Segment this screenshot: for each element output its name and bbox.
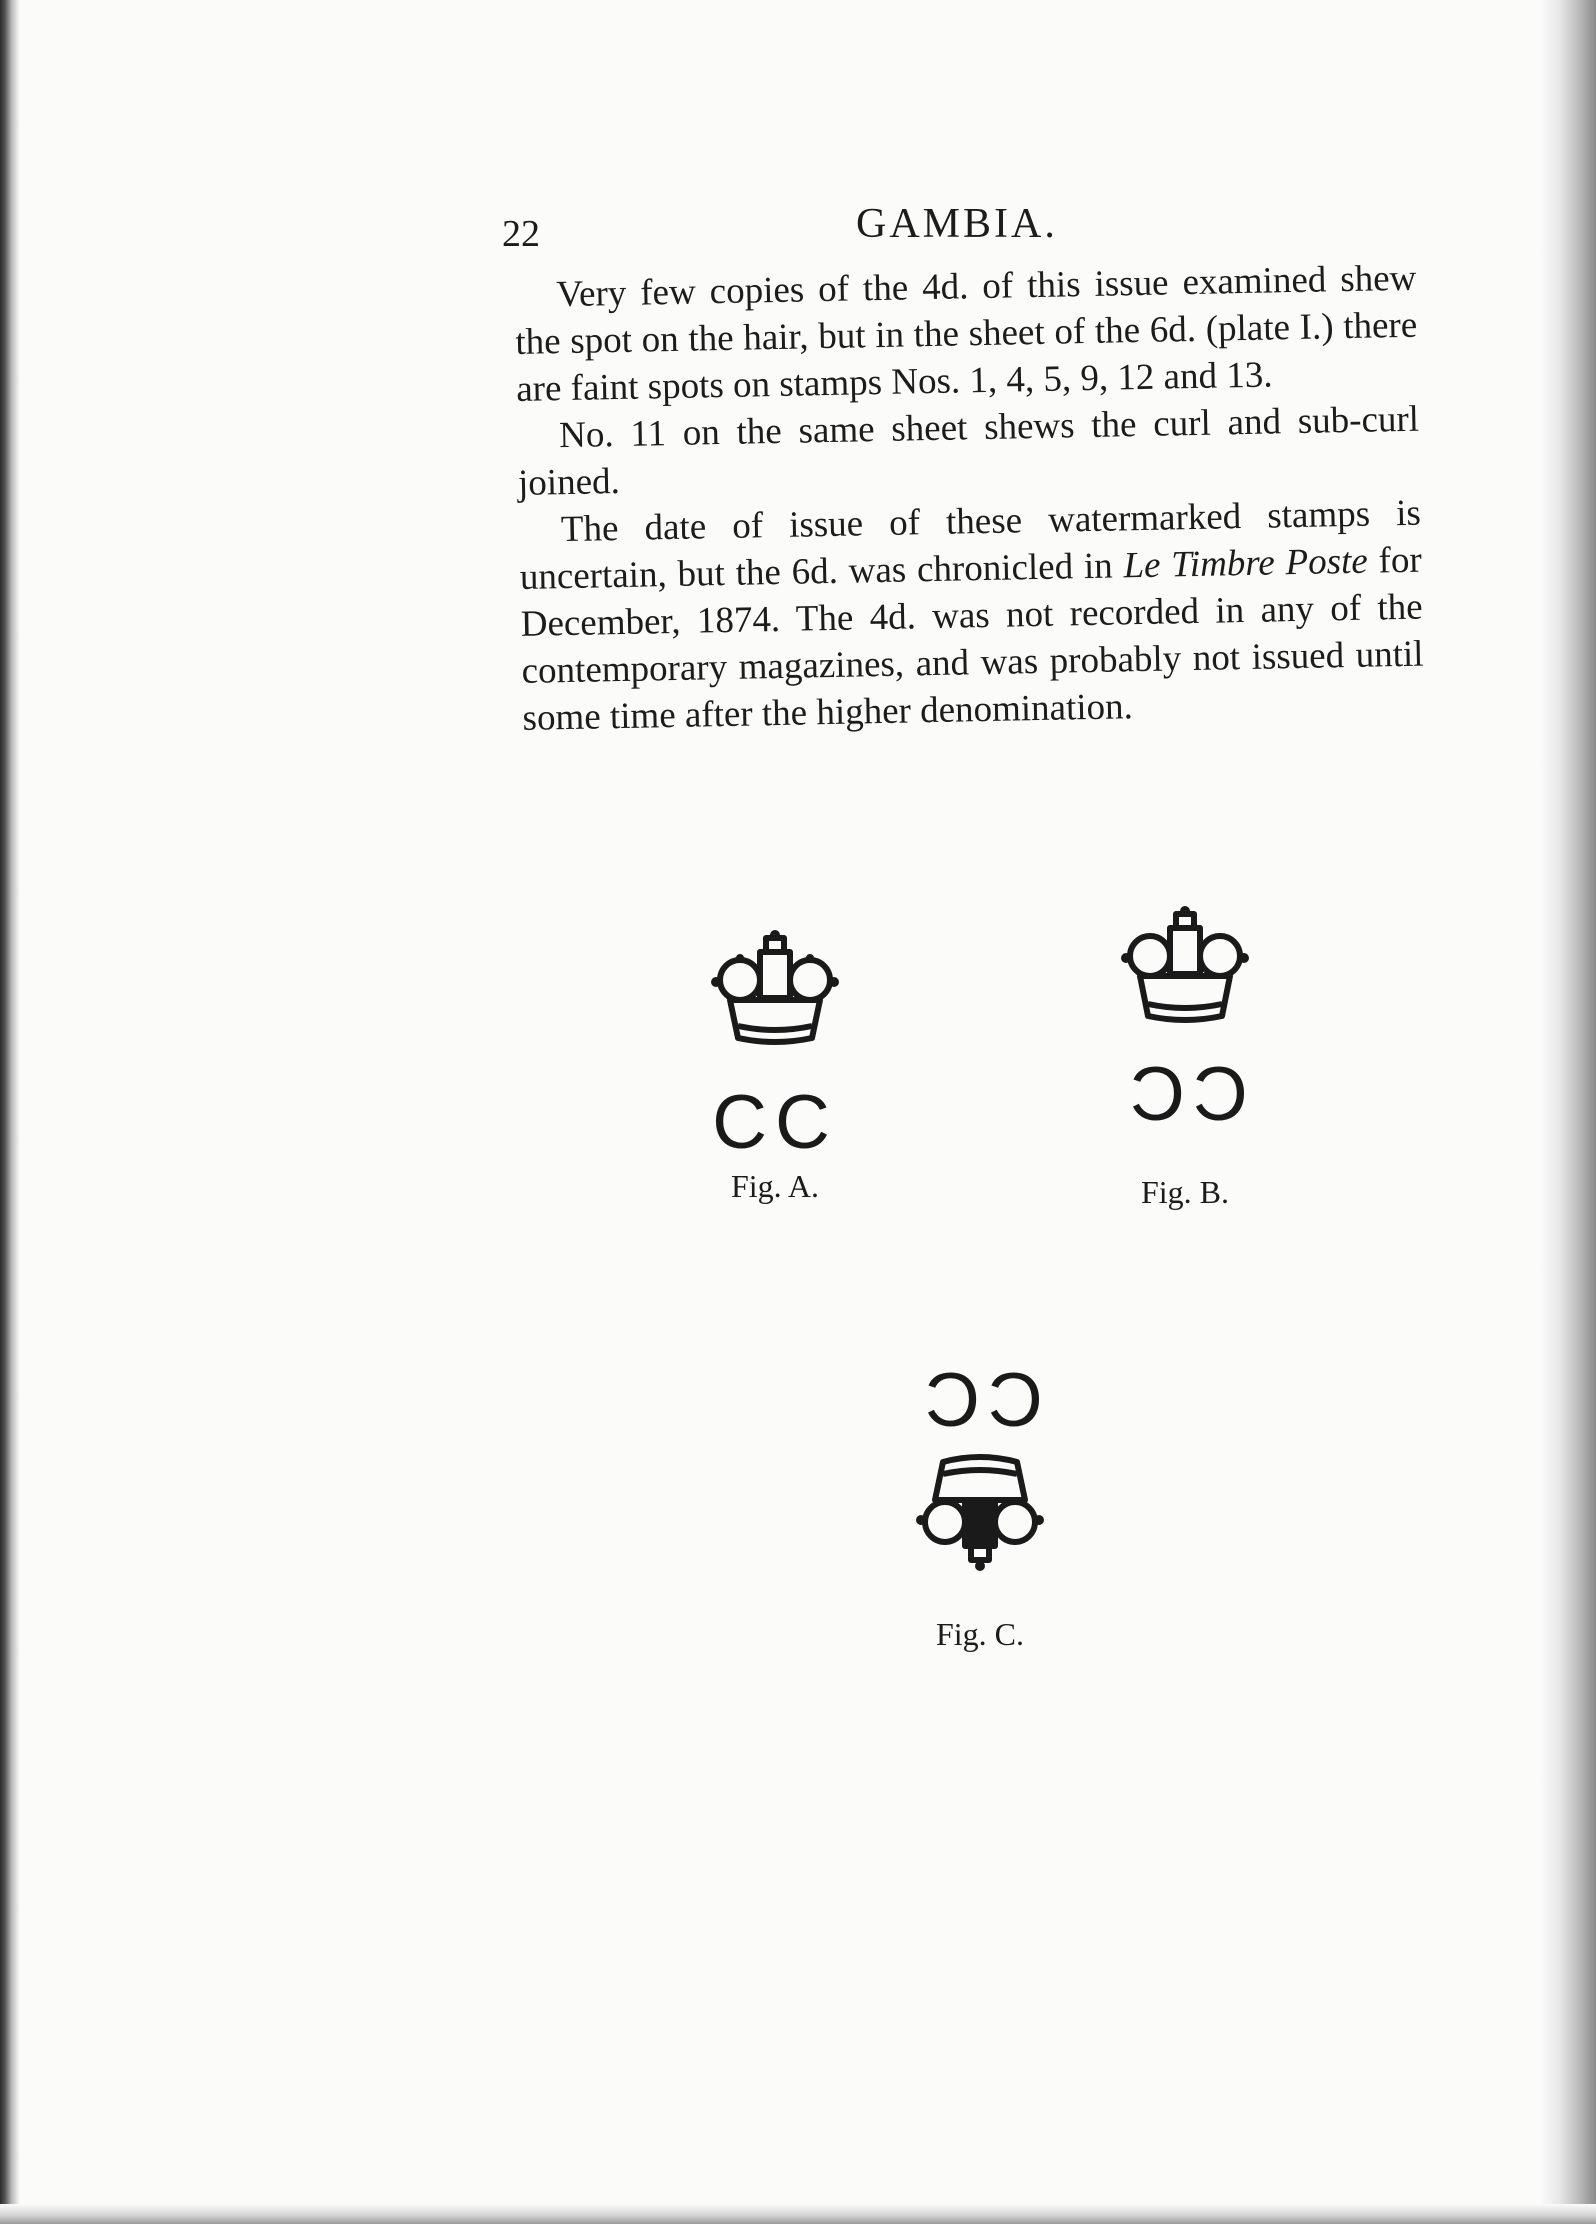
paragraph-3-text-b: for December, 1874. The 4d. was not recorded in any of the contemporary magazines, and was probably not issued until some time after the higher denomination. (520, 539, 1424, 739)
journal-title-italic: Le Timbre Poste (1123, 540, 1369, 587)
figure-b (1100, 904, 1270, 1211)
figure-a-caption: Fig. A. (730, 1168, 820, 1204)
paragraph-2: No. 11 on the same sheet shews the curl and sub-curl joined. (517, 398, 1420, 504)
scan-left-edge (0, 0, 20, 2224)
crown-cc-watermark-icon (700, 928, 850, 1158)
figure-a (690, 928, 860, 1205)
paragraph-3-text-a: The date of issue of these watermarked stamps is uncertain, but the 6d. was chronicled in (519, 492, 1422, 598)
watermark-letters-reversed: CC (1122, 1052, 1248, 1137)
inverted-crown-cc-watermark-icon (895, 1360, 1065, 1590)
scan-right-edge (1540, 0, 1596, 2224)
paragraph-3 (519, 490, 1425, 742)
page-number: 22 (502, 213, 540, 255)
figure-c-caption: Fig. C. (935, 1616, 1025, 1652)
body-text (514, 255, 1425, 742)
watermark-letters: CC (712, 1080, 838, 1158)
figure-c (880, 1360, 1080, 1653)
paragraph-1: Very few copies of the 4d. of this issue examined shew the spot on the hair, but in the sheet of the 6d. (plate I.) there are faint spots on stamps Nos. 1, 4, 5, 9, 12 and 13. (514, 257, 1418, 410)
scan-bottom-edge (0, 2204, 1596, 2224)
figure-b-caption: Fig. B. (1140, 1174, 1230, 1210)
crown-reversed-cc-watermark-icon (1110, 904, 1260, 1144)
watermark-letters-inverted: CC (917, 1360, 1043, 1443)
running-title: GAMBIA. (856, 201, 1058, 247)
